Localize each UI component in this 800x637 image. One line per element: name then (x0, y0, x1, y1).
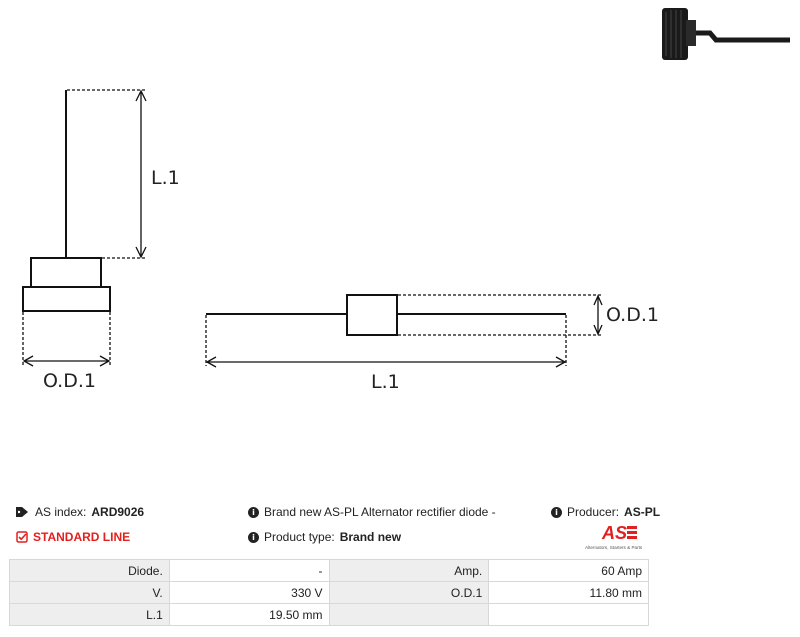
spec-value: 19.50 mm (169, 604, 329, 626)
as-pl-logo (584, 522, 650, 552)
standard-line-row (16, 530, 130, 544)
spec-value: - (169, 560, 329, 582)
description-row (248, 505, 496, 519)
table-row (10, 582, 649, 604)
spec-value (489, 604, 649, 626)
specs-table (9, 559, 649, 626)
info-icon: i (248, 532, 259, 543)
spec-key: Amp. (329, 560, 489, 582)
left-diameter-label: O.D.1 (43, 370, 96, 392)
producer-value: AS-PL (624, 505, 661, 519)
info-icon: i (551, 507, 562, 518)
spec-value: 11.80 mm (489, 582, 649, 604)
spec-value: 60 Amp (489, 560, 649, 582)
left-length-label: L.1 (151, 167, 180, 189)
spec-key: L.1 (10, 604, 170, 626)
as-index-row (16, 505, 144, 519)
right-length-label: L.1 (371, 371, 400, 393)
info-icon: i (248, 507, 259, 518)
producer-row (551, 505, 660, 519)
svg-text:Alternators, Starters & Parts: Alternators, Starters & Parts (585, 545, 643, 550)
product-type-label: Product type: (264, 530, 335, 544)
table-row (10, 560, 649, 582)
check-square-icon (16, 531, 28, 543)
spec-key: Diode. (10, 560, 170, 582)
left-view-diode (23, 90, 110, 311)
product-description: Brand new AS-PL Alternator rectifier diode - (264, 505, 496, 519)
spec-key: V. (10, 582, 170, 604)
producer-label: Producer: (567, 505, 620, 519)
as-index-value: ARD9026 (91, 505, 145, 519)
product-photo (662, 8, 790, 60)
spec-value: 330 V (169, 582, 329, 604)
product-type-value: Brand new (339, 530, 402, 544)
svg-text:AS: AS (602, 523, 628, 543)
product-type-row (248, 530, 401, 544)
right-view-dimensions (206, 295, 603, 367)
right-view-diode (206, 295, 566, 335)
standard-line-label: STANDARD LINE (33, 530, 131, 544)
right-diameter-label: O.D.1 (606, 304, 659, 326)
spec-key: O.D.1 (329, 582, 489, 604)
tag-icon (16, 506, 30, 518)
as-index-label: AS index: (35, 505, 87, 519)
table-row (10, 604, 649, 626)
left-view-dimensions (23, 90, 146, 366)
spec-key (329, 604, 489, 626)
